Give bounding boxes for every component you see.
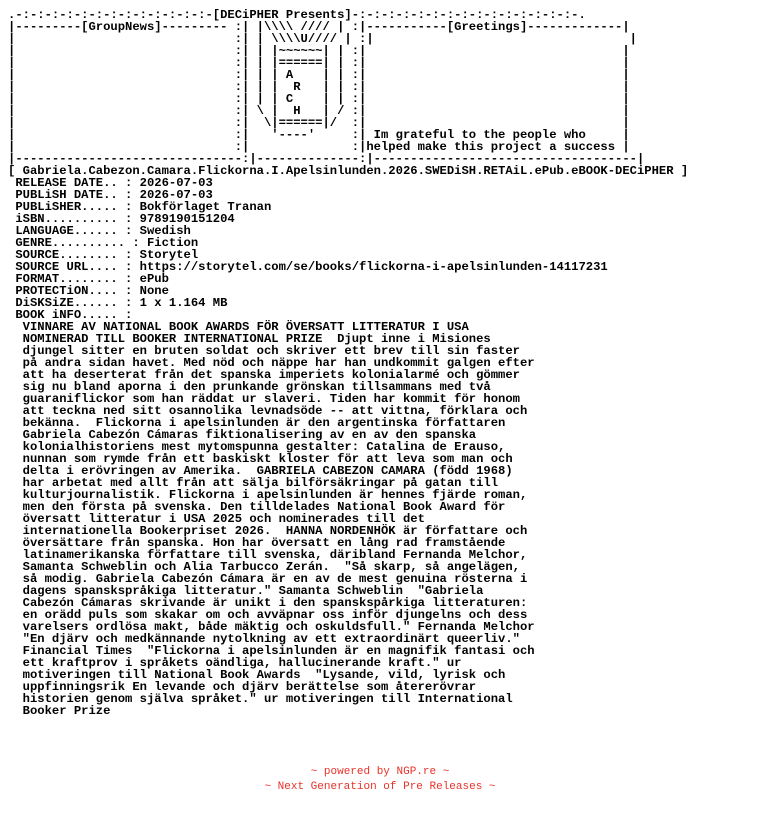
nfo-text-block: .-:-:-:-:-:-:-:-:-:-:-:-:-:-[DECiPHER Presents]-:-:-:-:-:-:-:-:-:-:-:-:-:-:-:-. |---------[GroupNews]--------- :| |\\\\ //// | :|-----------[Greetings]-------------| | :| | \\\\U//// | :| | | :| | |~~~~~~| | :| | | :| | |======| | :| | | :| | | A | | :| | | :| | | R | | :| | | :| | | C | | :| | | :| \ | H | / :| | | :| \|======|/ :| | | :| '----' :| Im grateful to the people who | | :| :|helped make this project a success | |-------------------------------:|--------------:|------------------------------------| [ Gabriela.Cabezon.Camara.Flickorna.I.Apelsinlunden.2026.SWEDiSH.RETAiL.ePub.eBOOK-DECiPHER ] RELEASE DATE.. : 2026-07-03 PUBLiSH DATE.. : 2026-07-03 PUBLiSHER..... : Bokförlaget Tranan iSBN.......... : 9789190151204 LANGUAGE...... : Swedish GENRE.......... : Fiction SOURCE........ : Storytel SOURCE URL.... : https://storytel.com/se/books/flickorna-i-apelsinlunden-14117231 FORMAT........ : ePub PROTECTiON.... : None DiSKSiZE...... : 1 x 1.164 MB BOOK iNFO..... : VINNARE AV NATIONAL BOOK AWARDS FÖR ÖVERSATT LITTERATUR I USA NOMINERAD TILL BOOKER INTERNATIONAL PRIZE Djupt inne i Misiones djungel sitter en bruten soldat och skriver ett brev till sin faster på andra sidan havet. Med nöd och näppe har han undkommit galgen efter att ha deserterat från det spanska imperiets kolonialarmé och gömmer sig nu bland aporna i den prunkande grönskan tillsammans med två guaraniflickor som han räddat ur slaveri. Tiden har kommit för honom att teckna ned sitt osannolika levnadsöde -- att vittna, förklara och bekänna. Flickorna i apelsinlunden är den argentinska författaren Gabriela Cabezón Cámaras fiktionalisering av en av den spanska kolonialhistoriens mest mytomspunna gestalter: Catalina de Erauso, nunnan som rymde från ett baskiskt kloster för att leva som man och delta i erövringen av Amerika. GABRIELA CABEZON CAMARA (född 1968) har arbetat med allt från att sälja bilförsäkringar på gatan till kulturjournalistik. Flickorna i apelsinlunden är hennes fjärde roman, men den första på svenska. Den tilldelades National Book Award för översatt litteratur i USA 2025 och nominerades till det internationella Bookerpriset 2026. HANNA NORDENHÖK är författare och översättare från spanska. Hon har översatt en lång rad framstående latinamerikanska författare till svenska, däribland Fernanda Melchor, Samanta Schweblin och Alia Tarbucco Zerán. "Så skarp, så angelägen, så modig. Gabriela Cabezón Cámara är en av de mest genuina rösterna i dagens spanskspråkiga litteratur." Samanta Schweblin "Gabriela Cabezón Cámaras skrivande är unikt i den spanskspårkiga litteraturen: en orädd puls som skakar om och avväpnar oss inför djungelns och dess varelsers ordlösa makt, både mäktig och oskuldsfull." Fernanda Melchor "En djärv och medkännande nytolkning av ett extraordinärt queerliv." Financial Times "Flickorna i apelsinlunden är en magnifik fantasi och ett kraftprov i språkets oändliga, hallucinerande kraft." ur motiveringen till National Book Awards "Lysande, vild, lyrisk och uppfinningsrik En levande och djärv berättelse som återerövrar historien genom själva språket." ur motiveringen till International Booker Prize bbox=[8, 8, 689, 718]
footer-powered-by: ~ powered by NGP.re ~ bbox=[310, 766, 450, 778]
footer bbox=[0, 765, 760, 795]
footer-tagline: ~ Next Generation of Pre Releases ~ bbox=[264, 781, 496, 793]
